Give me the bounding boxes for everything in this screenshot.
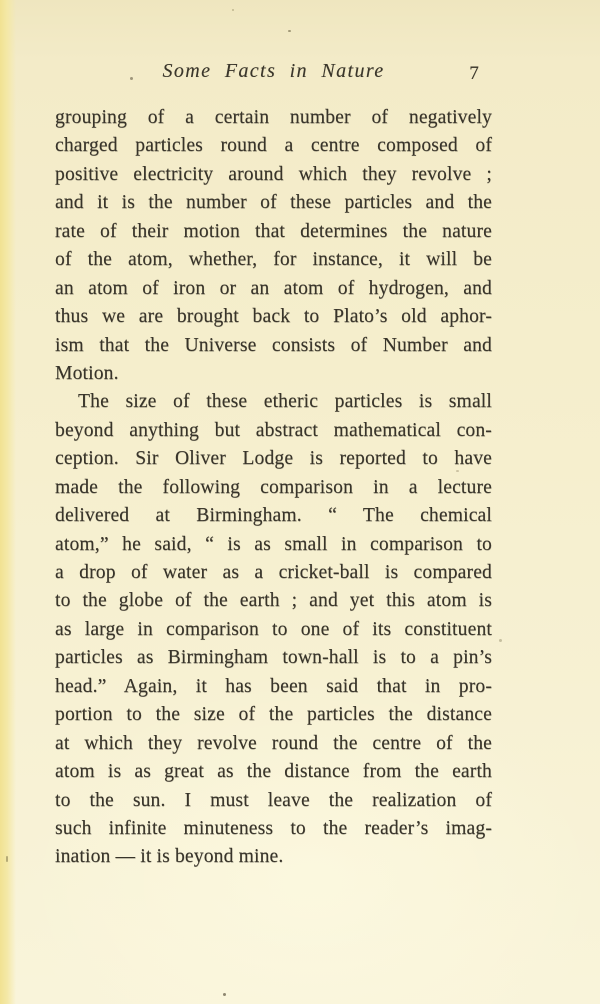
page-gutter-edge [0,0,16,1004]
text-line: delivered at Birmingham. “ The chemical [55,505,492,527]
text-line: grouping of a certain number of negatively [55,107,492,128]
text-line: particles as Birmingham town-hall is to a pin’s [55,647,492,669]
text-line: atom,” he said, “ is as small in comparison to [55,533,492,555]
running-header-title: Some Facts in Nature [162,60,385,82]
text-line: The size of these etheric particles is small [78,391,492,413]
text-line: head.” Again, it has been said that in pro- [55,675,492,697]
page-body-text [55,104,492,872]
scan-speck [130,77,133,80]
text-line: to the globe of the earth ; and yet this atom is [55,590,492,612]
scan-speck [232,9,234,11]
scan-speck [6,856,8,862]
paragraph [55,104,492,388]
text-line: Motion. [55,362,119,384]
text-line: made the following comparison in a lecture [55,476,492,498]
text-line: a drop of water as a cricket-ball is compared [55,562,492,583]
text-line: charged particles round a centre composed of [55,135,492,157]
text-line: ception. Sir Oliver Lodge is reported to have [55,448,492,470]
text-line: rate of their motion that determines the nature [55,220,492,242]
text-line: to the sun. I must leave the realization of [55,789,492,811]
text-line: at which they revolve round the centre of the [55,732,492,754]
text-line: ism that the Universe consists of Number and [55,334,492,356]
paragraph [55,388,492,871]
text-line: thus we are brought back to Plato’s old aphor- [55,306,492,328]
text-line: atom is as great as the distance from the earth [55,761,492,783]
text-line: positive electricity around which they revolve ; [55,163,492,185]
scan-speck [499,639,502,642]
text-line: and it is the number of these particles and the [55,192,492,214]
text-line: portion to the size of the particles the distance [55,704,492,726]
text-line: as large in comparison to one of its constituent [55,618,492,640]
scan-speck [456,470,459,472]
text-line: of the atom, whether, for instance, it will be [55,249,492,271]
text-line: an atom of iron or an atom of hydrogen, and [55,277,492,299]
text-line: beyond anything but abstract mathematical con- [55,419,492,441]
page-number: 7 [469,63,479,84]
text-line: such infinite minuteness to the reader’s imag- [55,817,492,839]
scan-speck [223,993,226,996]
scan-speck [288,30,291,32]
text-line: ination — it is beyond mine. [55,846,284,868]
